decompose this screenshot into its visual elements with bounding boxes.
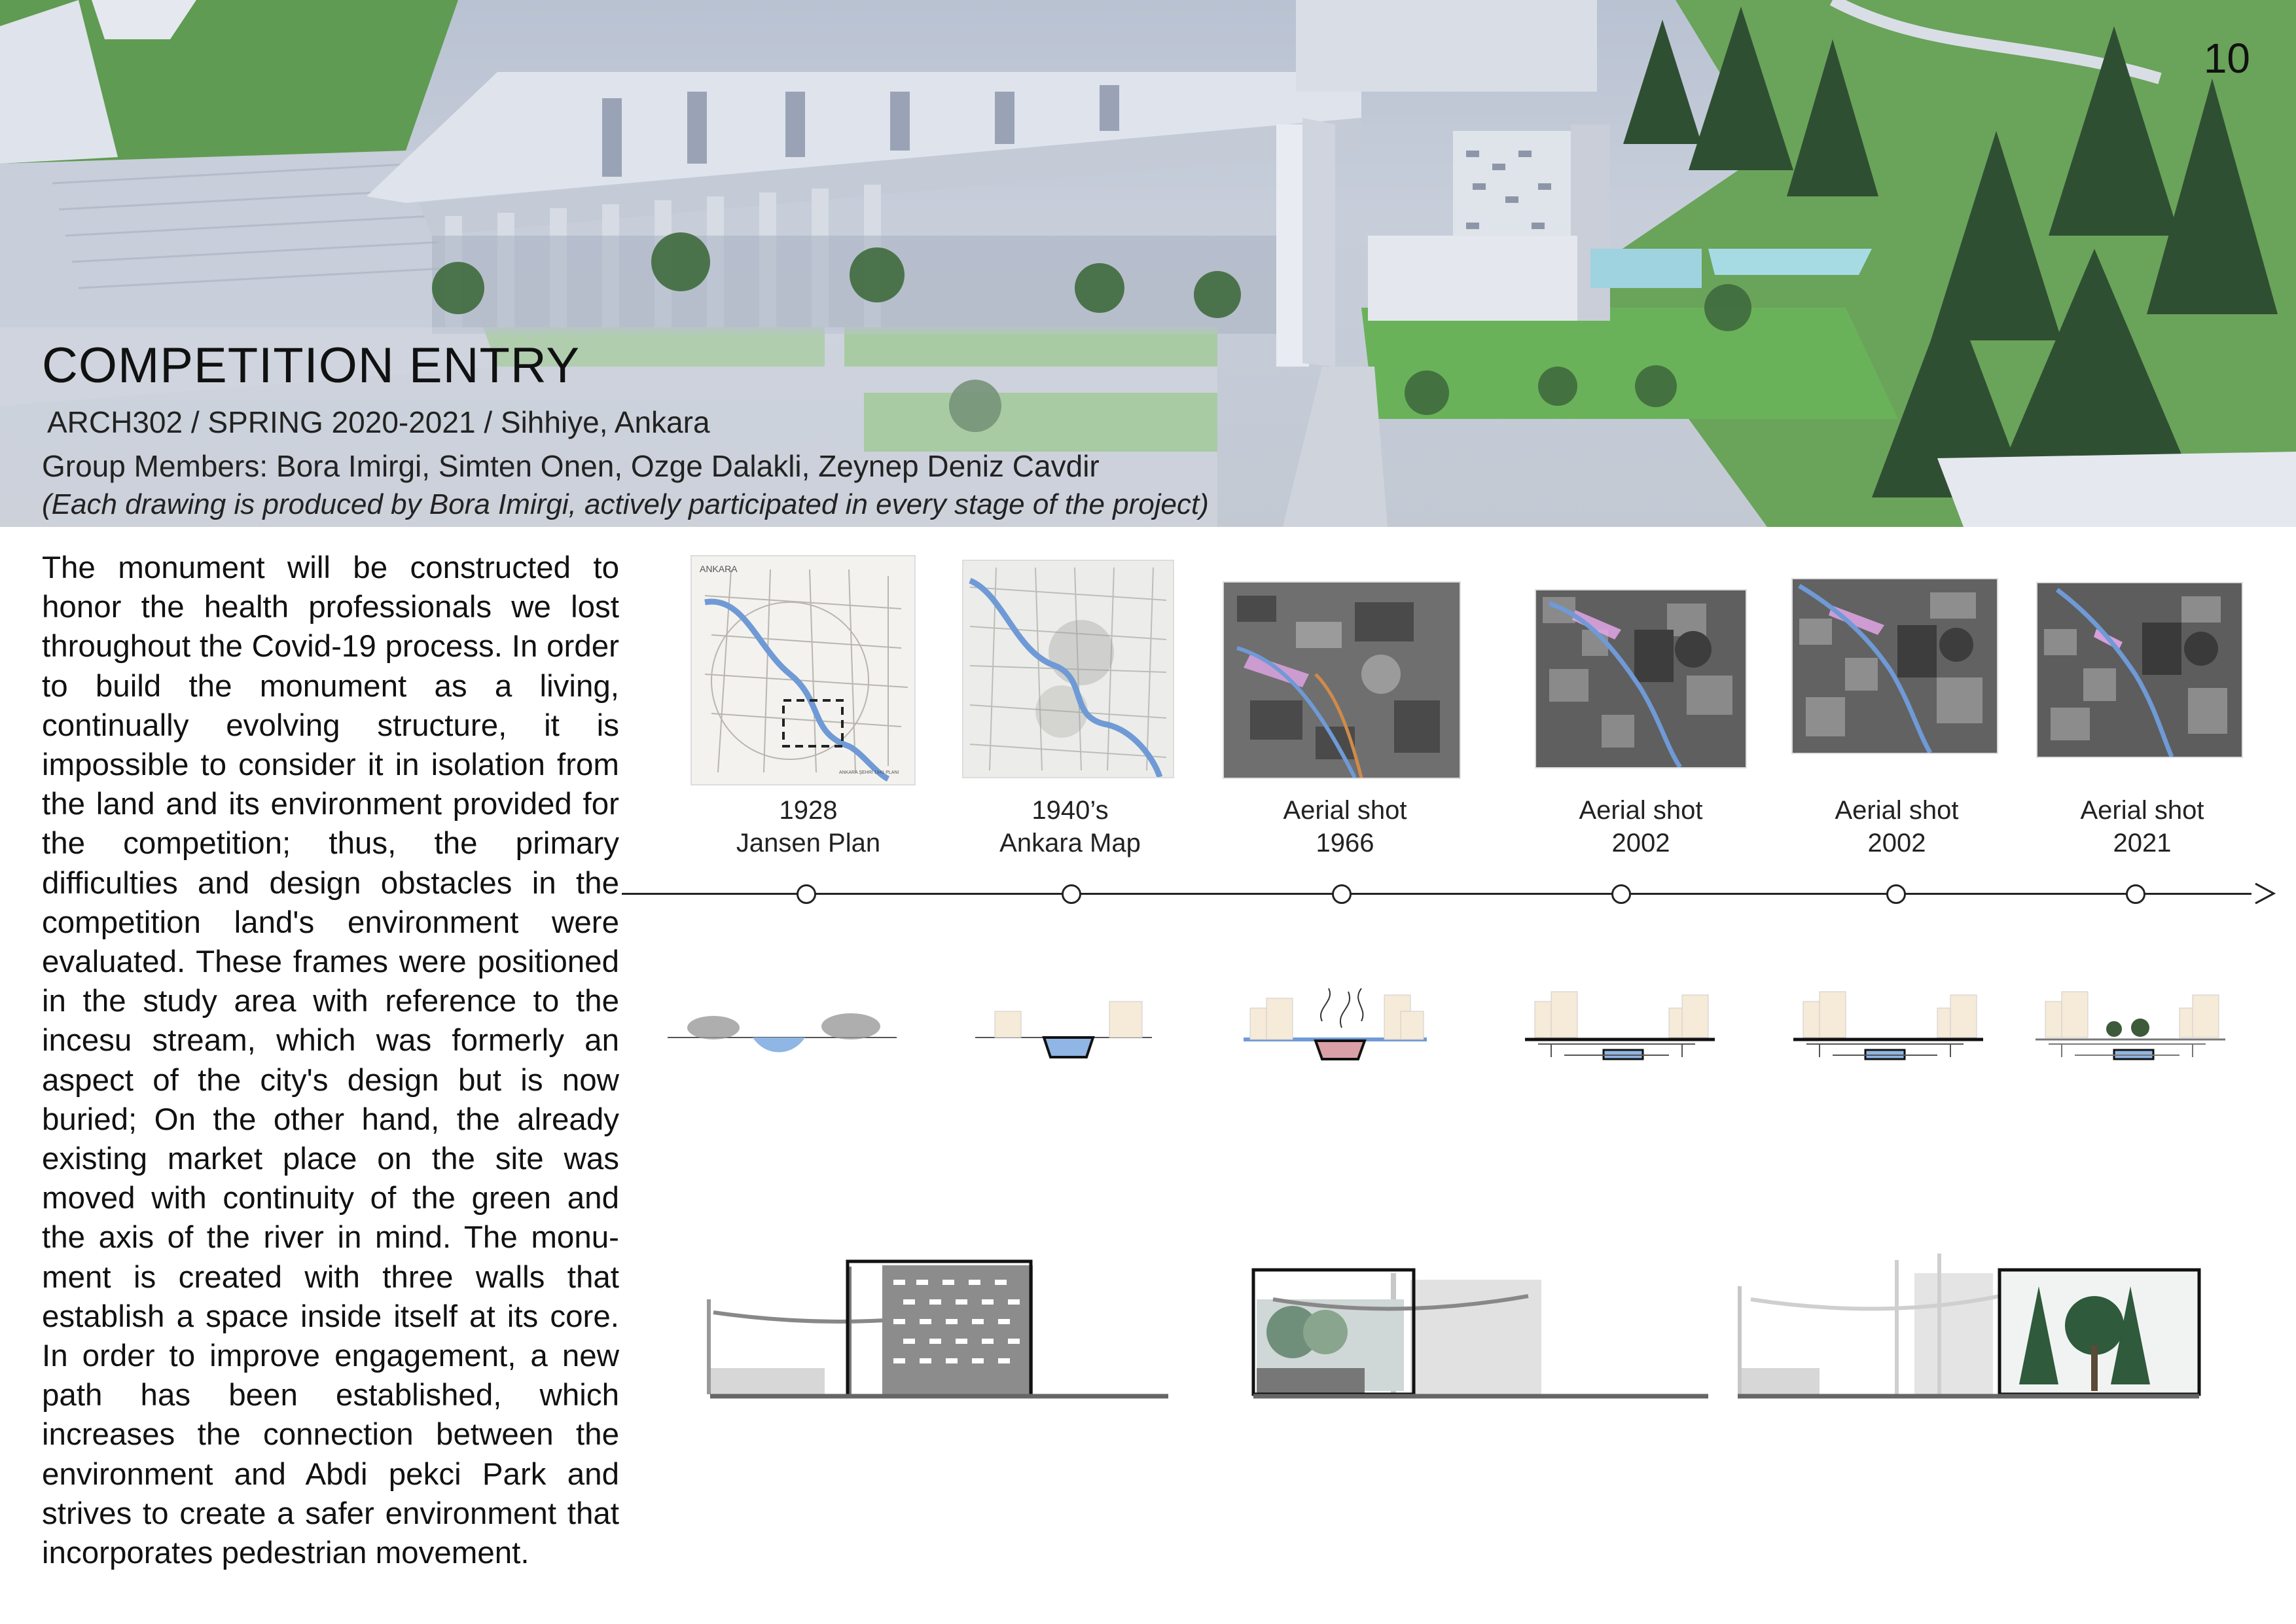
aerial-1966 — [1223, 581, 1461, 779]
monument-section-3 — [1738, 1254, 2199, 1396]
section-buried-a — [1525, 992, 1715, 1059]
page-title: COMPETITION ENTRY — [42, 338, 581, 393]
aerial-2021 — [2036, 582, 2243, 758]
map-title-ankara: ANKARA — [700, 564, 738, 574]
section-polluted — [1244, 988, 1427, 1059]
timeline-label-1966 — [1227, 794, 1463, 859]
timeline-label-2002-b — [1779, 794, 2015, 859]
section-channel — [975, 1001, 1152, 1057]
timeline-year: 2021 — [2113, 829, 2172, 857]
timeline-node — [1886, 884, 1906, 904]
timeline-caption: Ankara Map — [999, 829, 1141, 857]
aerial-2002-b — [1791, 578, 1998, 754]
timeline-node — [1062, 884, 1081, 904]
ankara-1940s-map — [962, 560, 1174, 778]
timeline-node — [1611, 884, 1631, 904]
timeline-caption: Aerial shot — [2080, 796, 2204, 825]
course-info: ARCH302 / SPRING 2020-2021 / Sihhiye, Ankara — [47, 405, 710, 439]
authorship-note: (Each drawing is produced by Bora Imirgi, actively participated in every stage of the project) — [42, 488, 1209, 520]
timeline-caption: Aerial shot — [1283, 796, 1407, 825]
timeline-caption: Aerial shot — [1579, 796, 1703, 825]
timeline-node — [797, 884, 816, 904]
timeline-node — [1332, 884, 1352, 904]
project-description: The monument will be constructed to honor the health professionals we lost throughout the Covid-19 process. In order to build the monument as a living, continually evolving structure, it is impossible to consider it in isolation from the land and its environment provided for the competition; thus, the primary difficulties and design obstacles in the competition land's environment were evaluated. These frames were positioned in the study area with reference to the incesu stream, which was formerly an aspect of the city's design but is now buried; On the other hand, the already existing market place on the site was moved with continuity of the green and the axis of the river in mind. The monu-ment is created with three walls that establish a space inside itself at its core. In order to improve engagement, a new path has been established, which increases the connection between the environment and Abdi pekci Park and strives to create a safer environment that incorporates pedestrian movement. — [42, 550, 619, 1571]
timeline-label-2002-a — [1523, 794, 1759, 859]
timeline-year: 2002 — [1611, 829, 1670, 857]
timeline-label-1940s — [952, 794, 1188, 859]
monument-section-1 — [707, 1261, 1168, 1396]
timeline-label-2021 — [2024, 794, 2260, 859]
timeline-axis — [622, 893, 2251, 895]
timeline-year: 1966 — [1316, 829, 1374, 857]
monument-section-2 — [1253, 1270, 1708, 1396]
stream-evolution-sections — [661, 982, 2258, 1093]
timeline-label-1928 — [691, 794, 926, 859]
group-members: Group Members: Bora Imirgi, Simten Onen, Ozge Dalakli, Zeynep Deniz Cavdir — [42, 449, 1100, 483]
section-natural-stream — [668, 1013, 897, 1053]
aerial-2002-a — [1535, 589, 1747, 768]
monument-sections — [707, 1247, 2212, 1404]
map-caption: ANKARA ŞEHRİ 1941 PLANI — [839, 770, 899, 775]
timeline-node — [2126, 884, 2145, 904]
section-buried-b — [1793, 992, 1983, 1059]
timeline-caption: Jansen Plan — [736, 829, 881, 857]
timeline-caption: Aerial shot — [1835, 796, 1959, 825]
timeline-arrow-icon — [2251, 882, 2278, 905]
timeline-year: 1940’s — [1031, 796, 1109, 825]
page-number: 10 — [2203, 35, 2250, 82]
timeline-year: 2002 — [1867, 829, 1926, 857]
timeline-year: 1928 — [779, 796, 838, 825]
section-park-proposal — [2036, 992, 2225, 1059]
jansen-plan-map — [691, 555, 916, 785]
